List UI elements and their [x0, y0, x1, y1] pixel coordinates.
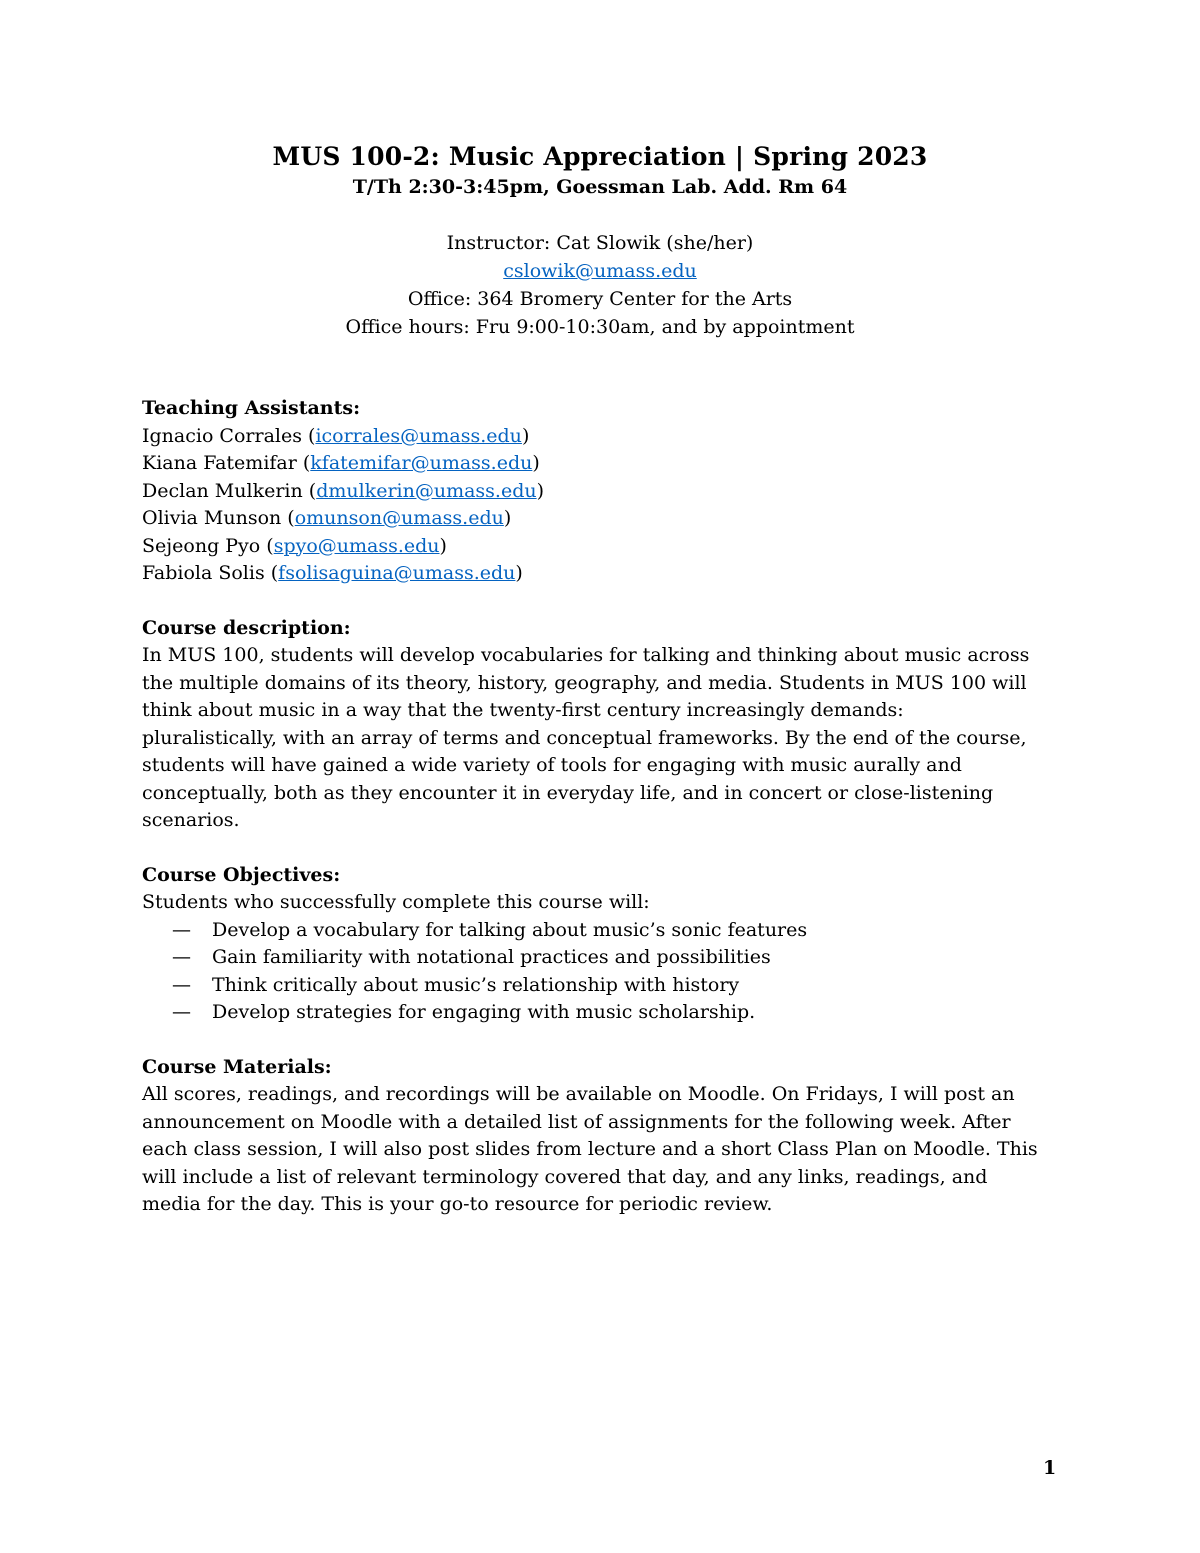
objective-text: Think critically about music’s relationship with history — [212, 973, 740, 996]
objective-item — [142, 999, 1042, 1027]
ta-name: Fabiola Solis — [142, 562, 265, 584]
instructor-email-link[interactable]: cslowik@umass.edu — [503, 260, 697, 282]
description-line: the multiple domains of its theory, history, geography, and media. Students in MUS 100 will — [142, 671, 1027, 694]
instructor-name: Instructor: Cat Slowik (she/her) — [446, 232, 754, 254]
ta-email-link[interactable]: spyo@umass.edu — [273, 534, 440, 557]
ta-entry: Kiana Fatemifar (kfatemifar@umass.edu) — [142, 452, 540, 474]
ta-name: Sejeong Pyo — [142, 534, 261, 557]
materials-line: announcement on Moodle with a detailed list of assignments for the following week. After — [142, 1110, 1011, 1133]
description-line: think about music in a way that the twenty-first century increasingly demands: — [142, 699, 904, 721]
description-line: pluralistically, with an array of terms and conceptual frameworks. By the end of the course, — [142, 726, 1027, 749]
ta-heading: Teaching Assistants: — [142, 397, 361, 419]
document-body — [142, 395, 1042, 1219]
dash-bullet-icon: — — [172, 946, 191, 968]
ta-entry: Sejeong Pyo (spyo@umass.edu) — [142, 534, 447, 557]
dash-bullet-icon: — — [172, 918, 191, 941]
dash-bullet-icon: — — [172, 973, 191, 996]
description-heading: Course description: — [142, 616, 351, 639]
objective-text: Develop strategies for engaging with music scholarship. — [212, 1001, 756, 1023]
ta-email-link[interactable]: dmulkerin@umass.edu — [316, 479, 537, 502]
materials-heading: Course Materials: — [142, 1055, 332, 1078]
objective-item — [142, 917, 1042, 945]
objective-item — [142, 944, 1042, 972]
dash-bullet-icon: — — [172, 1001, 191, 1023]
objective-text: Gain familiarity with notational practices and possibilities — [212, 946, 771, 968]
instructor-info — [0, 229, 1200, 341]
materials-line: will include a list of relevant terminology covered that day, and any links, readings, and — [142, 1165, 988, 1188]
course-title: MUS 100-2: Music Appreciation | Spring 2023 — [272, 142, 928, 171]
objectives-heading: Course Objectives: — [142, 863, 341, 886]
description-line: students will have gained a wide variety of tools for engaging with music aurally and — [142, 754, 962, 776]
page-number: 1 — [1043, 1457, 1057, 1479]
ta-name: Declan Mulkerin — [142, 479, 303, 502]
ta-name: Ignacio Corrales — [142, 424, 302, 447]
instructor-office-hours: Office hours: Fru 9:00-10:30am, and by appointment — [345, 316, 855, 338]
course-schedule: T/Th 2:30-3:45pm, Goessman Lab. Add. Rm 64 — [352, 176, 848, 198]
materials-line: media for the day. This is your go-to resource for periodic review. — [142, 1193, 773, 1215]
description-line: conceptually, both as they encounter it in everyday life, and in concert or close-listening — [142, 781, 994, 804]
ta-entry: Olivia Munson (omunson@umass.edu) — [142, 507, 512, 529]
ta-entry: Fabiola Solis (fsolisaguina@umass.edu) — [142, 562, 523, 584]
objectives-intro: Students who successfully complete this course will: — [142, 891, 650, 913]
ta-email-link[interactable]: fsolisaguina@umass.edu — [278, 562, 516, 584]
ta-email-link[interactable]: icorrales@umass.edu — [315, 424, 522, 447]
description-line: scenarios. — [142, 809, 240, 831]
objective-text: Develop a vocabulary for talking about music’s sonic features — [212, 918, 808, 941]
ta-name: Olivia Munson — [142, 507, 282, 529]
description-line: In MUS 100, students will develop vocabularies for talking and thinking about music across — [142, 644, 1030, 666]
materials-line: All scores, readings, and recordings will be available on Moodle. On Fridays, I will post an — [142, 1083, 1015, 1105]
ta-email-link[interactable]: omunson@umass.edu — [294, 507, 504, 529]
ta-email-link[interactable]: kfatemifar@umass.edu — [310, 452, 533, 474]
ta-entry: Ignacio Corrales (icorrales@umass.edu) — [142, 424, 530, 447]
ta-name: Kiana Fatemifar — [142, 452, 297, 474]
instructor-office: Office: 364 Bromery Center for the Arts — [407, 288, 793, 310]
ta-entry: Declan Mulkerin (dmulkerin@umass.edu) — [142, 479, 545, 502]
materials-line: each class session, I will also post slides from lecture and a short Class Plan on Moodle. This — [142, 1138, 1038, 1160]
objective-item — [142, 972, 1042, 1000]
